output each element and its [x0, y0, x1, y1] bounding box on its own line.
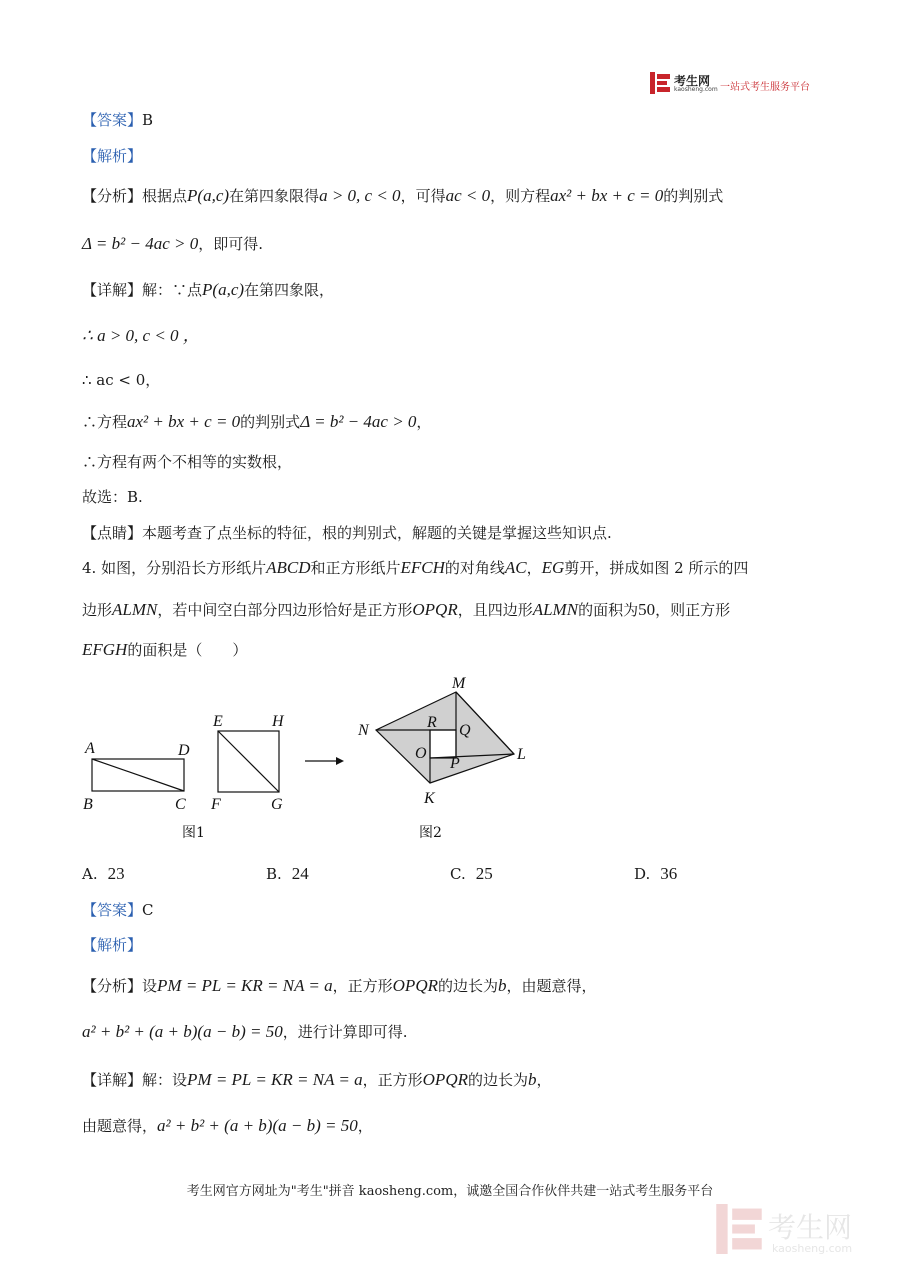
text: 设: [142, 977, 158, 995]
math-ABCD: ABCD: [266, 558, 311, 577]
q3-dianjing: [82, 523, 612, 543]
label-Q: Q: [459, 722, 471, 739]
text: ∴方程: [82, 413, 128, 431]
math-50: 50: [638, 600, 656, 619]
fenxi-label: 【分析】: [82, 187, 143, 205]
text: 的判别式: [240, 413, 301, 431]
watermark-name: 考生网: [768, 1211, 853, 1244]
q4-answer-line: [82, 900, 154, 920]
math-EFGH: EFGH: [82, 640, 128, 659]
cond-expr: a > 0, c < 0: [319, 186, 401, 205]
q4-xiangjie-line: [82, 1070, 552, 1090]
q3-therefore-4: [82, 452, 292, 472]
math-OPQR: OPQR: [392, 976, 438, 995]
label-A: A: [85, 740, 95, 757]
text: 的边长为: [437, 977, 498, 995]
text: ，: [416, 413, 432, 431]
answer-label: 【答案】: [82, 901, 143, 919]
square-opqr: [430, 730, 456, 758]
text: 在第四象限，: [244, 281, 335, 299]
text: 的对角线: [444, 559, 505, 577]
label-L: L: [517, 746, 526, 763]
equation-expr: ax² + bx + c = 0: [550, 186, 664, 205]
text: 边形: [82, 601, 113, 619]
ac-expr: ac < 0: [445, 186, 491, 205]
text: ，正方形: [332, 977, 393, 995]
math-ALMN: ALMN: [532, 600, 579, 619]
text: 根据点: [142, 187, 188, 205]
math-b: b: [498, 976, 507, 995]
q3-therefore-1: [82, 326, 200, 346]
kaosheng-logo-icon: [650, 72, 670, 94]
text: ，正方形: [362, 1071, 423, 1089]
logo-name: 考生网: [674, 74, 711, 88]
math-OPQR: OPQR: [422, 1070, 468, 1089]
fig1-caption: 图1: [182, 825, 205, 841]
q4-stem-3: [82, 640, 247, 660]
figure-1: [92, 731, 279, 792]
text: ，即可得.: [198, 235, 264, 253]
q3-fenxi-line: [82, 186, 723, 206]
choice-letter: A.: [82, 865, 98, 883]
text: ∴方程有两个不相等的实数根，: [82, 453, 293, 471]
choice-letter: C.: [450, 865, 466, 883]
text: ，由题意得，: [506, 977, 597, 995]
text: ，: [526, 559, 542, 577]
xiangjie-label: 【详解】: [82, 281, 143, 299]
math-EFCH: EFCH: [400, 558, 445, 577]
label-G: G: [271, 796, 283, 813]
text: 剪开，拼成如图 2 所示的四: [564, 559, 749, 577]
equation-expr: ax² + bx + c = 0: [127, 412, 241, 431]
math-b: b: [528, 1070, 537, 1089]
q3-disc-line: [82, 234, 263, 254]
analysis-label: 【解析】: [82, 147, 143, 165]
text: 故选：B.: [82, 488, 143, 506]
text: ，若中间空白部分四边形恰好是正方形: [157, 601, 413, 619]
choice-value: 36: [660, 864, 678, 883]
disc-expr: Δ = b² − 4ac > 0: [300, 412, 417, 431]
label-H: H: [272, 713, 284, 730]
equal-chain-expr: PM = PL = KR = NA = a: [187, 1070, 363, 1089]
label-E: E: [213, 713, 223, 730]
fig2-caption: 图2: [419, 825, 442, 841]
choice-c[interactable]: [450, 864, 493, 884]
label-R: R: [427, 714, 437, 731]
choice-d[interactable]: [634, 864, 677, 884]
text: ，: [357, 1117, 373, 1135]
text: 在第四象限得: [229, 187, 320, 205]
q4-analysis-line: [82, 935, 142, 955]
text: 和正方形纸片: [310, 559, 401, 577]
math-EG: EG: [541, 558, 565, 577]
diagonal-eg: [218, 731, 279, 792]
q4-stem-1: [82, 558, 748, 578]
q3-therefore-3: [82, 412, 431, 432]
fenxi-label: 【分析】: [82, 977, 143, 995]
label-B: B: [83, 796, 93, 813]
logo-slogan: 一站式考生服务平台: [720, 82, 810, 93]
xiangjie-label: 【详解】: [82, 1071, 143, 1089]
formula-expr: a² + b² + (a + b)(a − b) = 50: [82, 1022, 283, 1041]
equal-chain-expr: PM = PL = KR = NA = a: [157, 976, 333, 995]
choice-letter: B.: [266, 865, 282, 883]
q4-last-line: [82, 1116, 373, 1136]
label-C: C: [175, 796, 186, 813]
text: ，则正方形: [655, 601, 731, 619]
label-F: F: [211, 796, 221, 813]
text: ，: [536, 1071, 552, 1089]
label-P: P: [450, 755, 460, 772]
choice-value: 23: [107, 864, 125, 883]
q3-answer-line: [82, 110, 153, 130]
q3-choose: [82, 487, 143, 507]
text: 解：∵点: [142, 281, 203, 299]
text: ，且四边形: [457, 601, 533, 619]
text: 的边长为: [467, 1071, 528, 1089]
disc-expr: Δ = b² − 4ac > 0: [82, 234, 199, 253]
math-ALMN: ALMN: [112, 600, 158, 619]
label-D: D: [178, 742, 190, 759]
analysis-label: 【解析】: [82, 936, 143, 954]
label-O: O: [415, 745, 427, 762]
text: ，可得: [400, 187, 446, 205]
text: 的面积为: [578, 601, 639, 619]
text: 解：设: [142, 1071, 188, 1089]
q4-fenxi-line: [82, 976, 597, 996]
watermark-logo-icon: [716, 1204, 762, 1254]
q4-formula-line: [82, 1022, 407, 1042]
figure-2: [376, 692, 514, 783]
answer-label: 【答案】: [82, 111, 143, 129]
q4-stem-2: [82, 600, 730, 620]
math-OPQR: OPQR: [412, 600, 458, 619]
footer-text: 考生网官方网址为"考生"拼音 kaosheng.com，诚邀全国合作伙伴共建一站式考生服务平台: [186, 1184, 714, 1199]
text: 4. 如图，分别沿长方形纸片: [82, 559, 267, 577]
text: 的判别式: [663, 187, 724, 205]
choice-value: 25: [475, 864, 493, 883]
text: 本题考查了点坐标的特征，根的判别式，解题的关键是掌握这些知识点.: [142, 524, 612, 542]
text: 由题意得，: [82, 1117, 158, 1135]
watermark-url: kaosheng.com: [772, 1242, 853, 1255]
label-N: N: [358, 722, 369, 739]
text: ∴ a > 0, c < 0 ，: [82, 326, 200, 345]
choice-a[interactable]: [82, 864, 125, 884]
arrow-icon: [305, 757, 344, 765]
math-AC: AC: [504, 558, 527, 577]
choice-letter: D.: [634, 865, 651, 883]
point-expr: P(a,c): [187, 186, 230, 205]
diagonal-ac: [92, 759, 184, 791]
dianjing-label: 【点睛】: [82, 524, 143, 542]
q4-figures: [0, 670, 900, 850]
text: ，则方程: [490, 187, 551, 205]
text: 的面积是（ ）: [127, 641, 248, 659]
answer-value: C: [142, 901, 154, 919]
logo-url: kaosheng.com: [674, 86, 718, 93]
q3-therefore-2: [82, 370, 160, 390]
choice-value: 24: [291, 864, 309, 883]
label-M: M: [452, 675, 466, 692]
q3-analysis-line: [82, 146, 142, 166]
formula-expr: a² + b² + (a + b)(a − b) = 50: [157, 1116, 358, 1135]
text: ∴ ac < 0，: [82, 371, 161, 389]
choice-b[interactable]: [266, 864, 309, 884]
text: ，进行计算即可得.: [282, 1023, 408, 1041]
label-K: K: [424, 790, 435, 807]
answer-value: B: [142, 111, 154, 129]
q3-xiangjie-line: [82, 280, 334, 300]
point-expr: P(a,c): [202, 280, 245, 299]
